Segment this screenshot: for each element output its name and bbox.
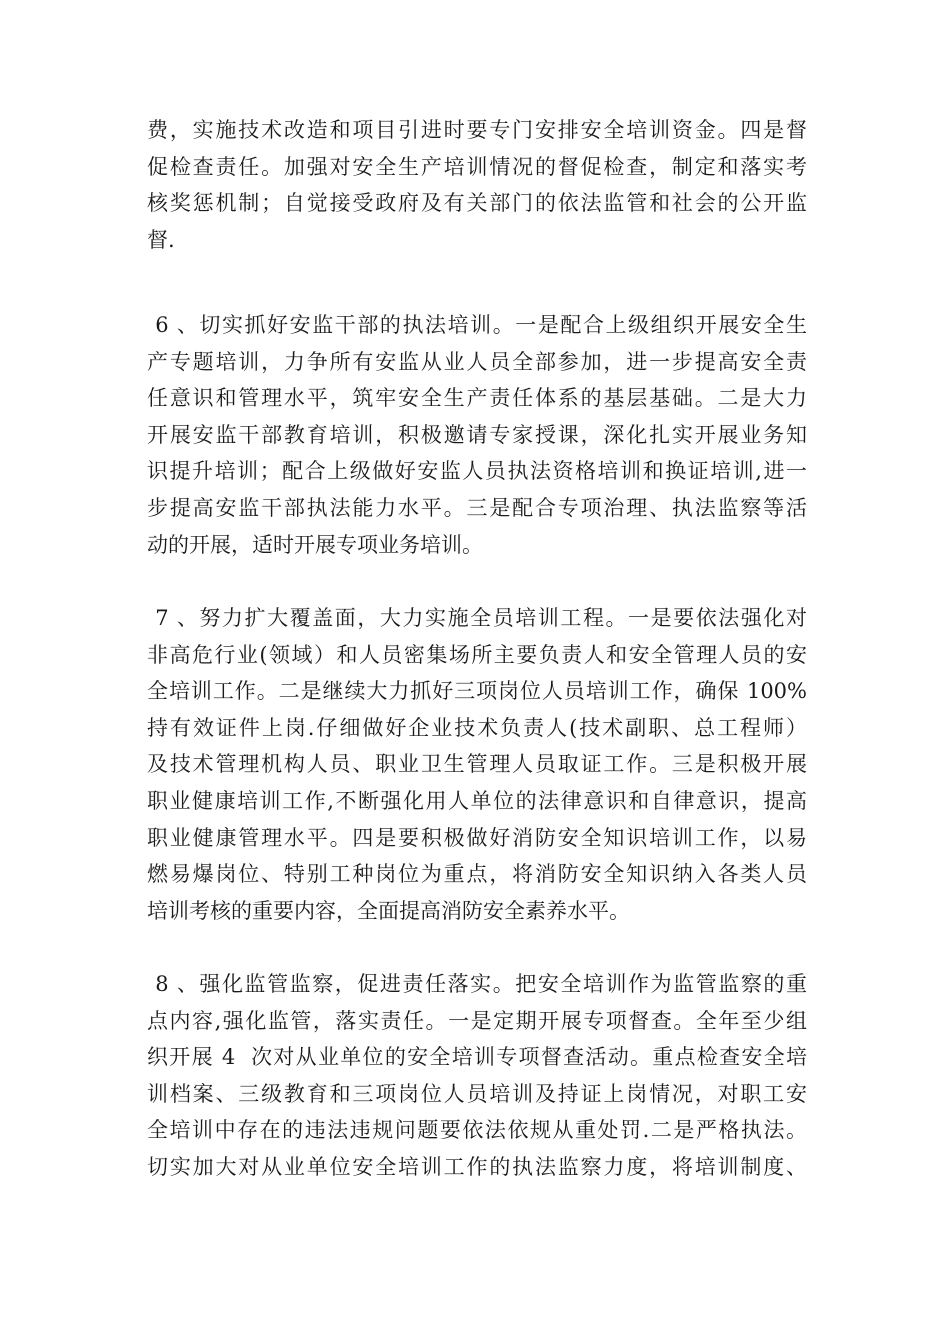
text-line: 识提升培训；配合上级做好安监人员执法资格培训和换证培训,进一 [147,459,807,484]
text-line: 任意识和管理水平，筑牢安全生产责任体系的基层基础。二是大力 [147,386,807,411]
text-line: 职业健康管理水平。四是要积极做好消防安全知识培训工作，以易 [147,825,807,850]
text-line: 切实加大对从业单位安全培训工作的执法监察力度，将培训制度、 [147,1154,807,1179]
text-line: 督. [147,227,175,252]
text-line: 点内容,强化监管，落实责任。一是定期开展专项督查。全年至少组 [147,1008,807,1033]
text-line: 训档案、三级教育和三项岗位人员培训及持证上岗情况，对职工安 [147,1081,807,1106]
text-line: 全培训工作。二是继续大力抓好三项岗位人员培训工作，确保 100% [147,679,807,704]
text-line: 非高危行业(领域）和人员密集场所主要负责人和安全管理人员的安 [147,642,807,667]
text-line: 及技术管理机构人员、职业卫生管理人员取证工作。三是积极开展 [147,752,807,777]
text-line: 费，实施技术改造和项目引进时要专门安排安全培训资金。四是督 [147,118,807,142]
text-line: 产专题培训，力争所有安监从业人员全部参加，进一步提高安全责 [147,349,807,374]
text-line: 8 、强化监管监察，促进责任落实。把安全培训作为监管监察的重 [147,972,807,996]
text-line: 步提高安监干部执法能力水平。三是配合专项治理、执法监察等活 [147,495,807,520]
paragraph-item-8 [147,966,807,1186]
paragraph-continuation [147,112,807,258]
text-line: 6 、切实抓好安监干部的执法培训。一是配合上级组织开展安全生 [147,313,807,337]
text-line: 核奖惩机制；自觉接受政府及有关部门的依法监管和社会的公开监 [147,191,807,216]
text-line: 促检查责任。加强对安全生产培训情况的督促检查，制定和落实考 [147,154,807,179]
text-line: 7 、努力扩大覆盖面，大力实施全员培训工程。一是要依法强化对 [147,606,807,630]
text-line: 持有效证件上岗.仔细做好企业技术负责人(技术副职、总工程师） [147,715,807,740]
text-line: 动的开展，适时开展专项业务培训。 [147,532,483,557]
text-line: 开展安监干部教育培训，积极邀请专家授课，深化扎实开展业务知 [147,422,807,447]
paragraph-item-7 [147,600,807,929]
text-line: 培训考核的重要内容，全面提高消防安全素养水平。 [147,898,630,923]
text-line: 职业健康培训工作,不断强化用人单位的法律意识和自律意识，提高 [147,788,807,813]
text-line: 全培训中存在的违法违规问题要依法依规从重处罚.二是严格执法。 [147,1118,807,1143]
text-line: 织开展 4 次对从业单位的安全培训专项督查活动。重点检查安全培 [147,1045,807,1070]
text-line: 燃易爆岗位、特别工种岗位为重点，将消防安全知识纳入各类人员 [147,862,807,887]
paragraph-item-6 [147,307,807,563]
